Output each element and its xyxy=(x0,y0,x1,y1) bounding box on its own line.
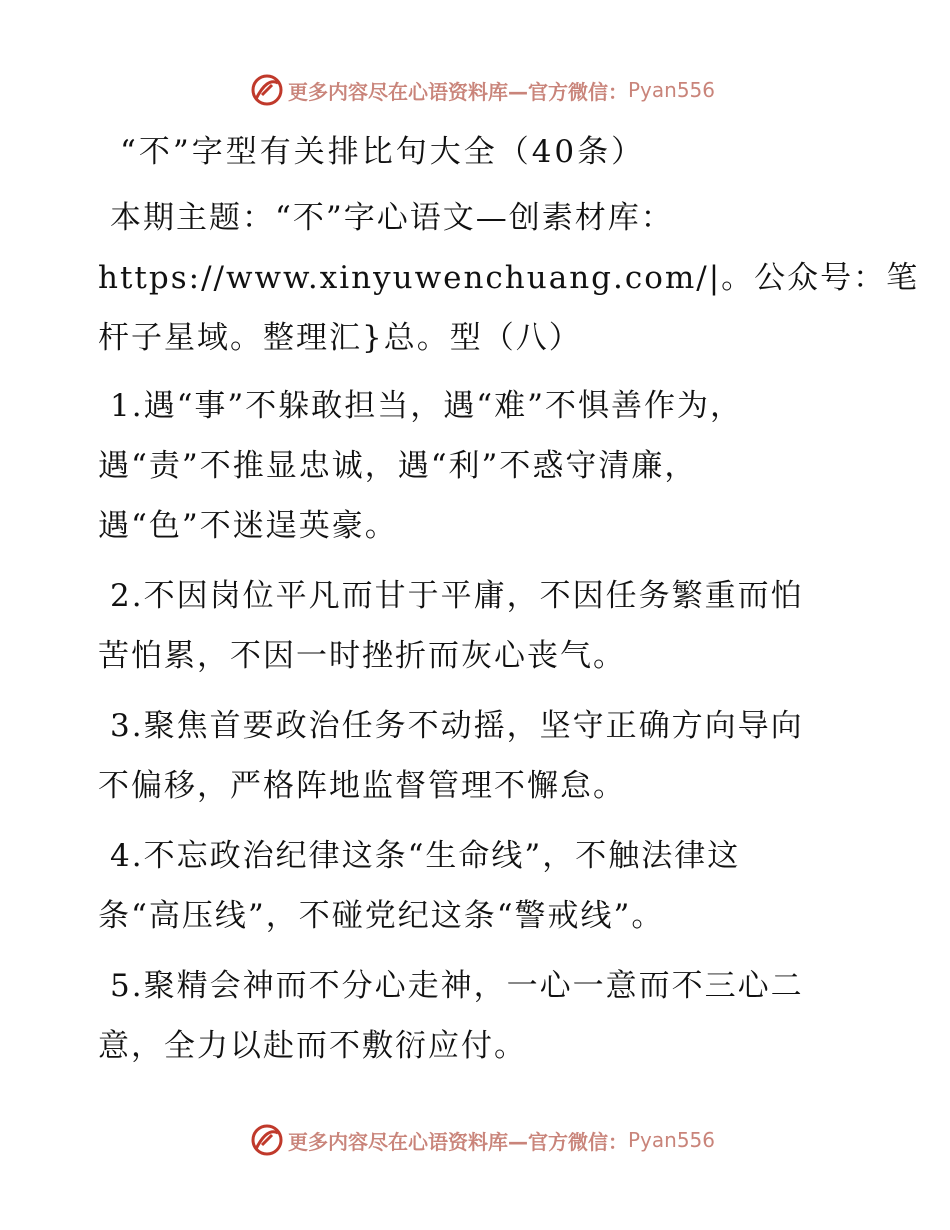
intro-line: 杆子星域。整理汇}总。型（八） xyxy=(98,320,582,356)
document-title: “不”字型有关排比句大全（40条） xyxy=(120,134,646,170)
item-line: 不偏移，严格阵地监督管理不懈怠。 xyxy=(98,768,626,804)
document-intro xyxy=(98,188,920,368)
header-banner xyxy=(0,70,950,110)
item-line: 遇“责”不推显忠诚，遇“利”不惑守清廉， xyxy=(98,448,698,484)
item-line: 意，全力以赴而不敷衍应付。 xyxy=(98,1028,527,1064)
list-item xyxy=(98,566,888,686)
footer-banner-text: 更多内容尽在心语资料库—官方微信： xyxy=(287,1129,628,1154)
document-body xyxy=(98,122,920,1086)
item-line: 2.不因岗位平凡而甘于平庸，不因任务繁重而怕 xyxy=(110,578,804,614)
logo-icon xyxy=(250,1123,284,1157)
footer-wechat-id: Pyan556 xyxy=(627,1128,715,1152)
item-line: 4.不忘政治纪律这条“生命线”，不触法律这 xyxy=(110,838,741,874)
list-item xyxy=(98,956,888,1076)
header-wechat-id: Pyan556 xyxy=(627,78,715,102)
logo-icon xyxy=(250,73,284,107)
item-line: 苦怕累，不因一时挫折而灰心丧气。 xyxy=(98,638,626,674)
header-banner-text: 更多内容尽在心语资料库—官方微信： xyxy=(287,79,628,104)
item-line: 遇“色”不迷逞英豪。 xyxy=(98,508,398,544)
list-item xyxy=(98,376,888,556)
footer-banner xyxy=(0,1120,950,1160)
intro-line: 本期主题：“不”字心语文—创素材库： xyxy=(110,200,674,236)
list-item xyxy=(98,826,888,946)
item-line: 1.遇“事”不躲敢担当，遇“难”不惧善作为， xyxy=(110,388,743,424)
intro-line: https://www.xinyuwenchuang.com/|。公众号：笔 xyxy=(98,260,920,296)
item-line: 条“高压线”，不碰党纪这条“警戒线”。 xyxy=(98,898,665,934)
item-line: 3.聚焦首要政治任务不动摇，坚守正确方向导向 xyxy=(110,708,804,744)
list-item xyxy=(98,696,888,816)
item-line: 5.聚精会神而不分心走神，一心一意而不三心二 xyxy=(110,968,804,1004)
